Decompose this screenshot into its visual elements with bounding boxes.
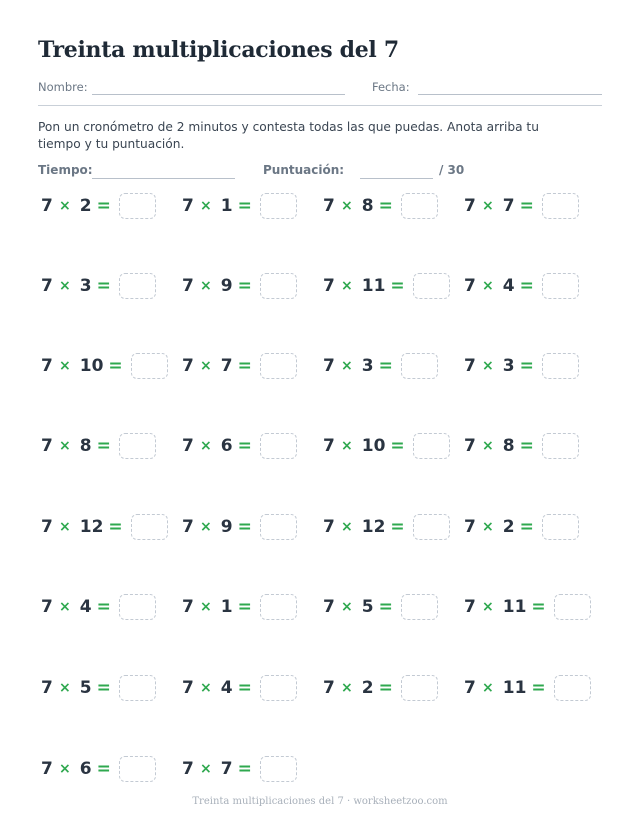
multiplier: 5	[79, 678, 92, 698]
equals-sign: =	[519, 356, 534, 376]
multiplier: 6	[220, 436, 233, 456]
problem-item	[41, 675, 156, 701]
equals-sign: =	[108, 517, 123, 537]
multiplier: 9	[220, 517, 233, 537]
equals-sign: =	[531, 597, 546, 617]
problem-item	[323, 594, 438, 620]
answer-box[interactable]	[554, 675, 591, 701]
equals-sign: =	[237, 196, 252, 216]
multiplicand: 7	[323, 597, 335, 617]
multiplicand: 7	[464, 517, 476, 537]
answer-box[interactable]	[119, 433, 156, 459]
multiplier: 3	[502, 356, 515, 376]
multiplier: 10	[79, 356, 104, 376]
equals-sign: =	[237, 517, 252, 537]
equals-sign: =	[237, 678, 252, 698]
equals-sign: =	[390, 436, 405, 456]
multiplicand: 7	[41, 196, 53, 216]
multiplier: 3	[361, 356, 374, 376]
multiplier: 3	[79, 276, 92, 296]
answer-box[interactable]	[119, 675, 156, 701]
times-sign: ×	[482, 438, 494, 454]
multiplier: 6	[79, 759, 92, 779]
answer-box[interactable]	[260, 193, 297, 219]
multiplier: 9	[220, 276, 233, 296]
multiplicand: 7	[41, 678, 53, 698]
answer-box[interactable]	[119, 193, 156, 219]
equals-sign: =	[96, 678, 111, 698]
multiplicand: 7	[182, 276, 194, 296]
answer-box[interactable]	[413, 514, 450, 540]
answer-box[interactable]	[413, 273, 450, 299]
answer-box[interactable]	[131, 353, 168, 379]
times-sign: ×	[482, 358, 494, 374]
equals-sign: =	[237, 276, 252, 296]
equals-sign: =	[390, 517, 405, 537]
multiplier: 4	[79, 597, 92, 617]
date-label: Fecha:	[372, 80, 410, 94]
times-sign: ×	[341, 438, 353, 454]
multiplier: 11	[361, 276, 386, 296]
answer-box[interactable]	[119, 594, 156, 620]
times-sign: ×	[59, 438, 71, 454]
answer-box[interactable]	[542, 433, 579, 459]
times-sign: ×	[59, 599, 71, 615]
problem-item	[41, 433, 156, 459]
answer-box[interactable]	[542, 193, 579, 219]
problem-item	[182, 675, 297, 701]
problem-item	[41, 193, 156, 219]
multiplicand: 7	[41, 597, 53, 617]
multiplier: 12	[361, 517, 386, 537]
multiplier: 11	[502, 597, 527, 617]
answer-box[interactable]	[542, 514, 579, 540]
times-sign: ×	[200, 358, 212, 374]
multiplier: 1	[220, 196, 233, 216]
equals-sign: =	[237, 597, 252, 617]
equals-sign: =	[390, 276, 405, 296]
times-sign: ×	[59, 358, 71, 374]
equals-sign: =	[378, 356, 393, 376]
equals-sign: =	[378, 597, 393, 617]
problem-item	[464, 193, 579, 219]
problem-item	[323, 675, 438, 701]
times-sign: ×	[341, 198, 353, 214]
equals-sign: =	[519, 196, 534, 216]
multiplicand: 7	[182, 597, 194, 617]
multiplicand: 7	[323, 517, 335, 537]
name-label: Nombre:	[38, 80, 88, 94]
multiplier: 11	[502, 678, 527, 698]
multiplicand: 7	[323, 356, 335, 376]
multiplicand: 7	[323, 678, 335, 698]
problem-item	[41, 273, 156, 299]
multiplicand: 7	[323, 436, 335, 456]
worksheet-title: Treinta multiplicaciones del 7	[38, 37, 399, 63]
multiplicand: 7	[41, 517, 53, 537]
answer-box[interactable]	[260, 756, 297, 782]
answer-box[interactable]	[413, 433, 450, 459]
equals-sign: =	[96, 759, 111, 779]
problem-item	[182, 353, 297, 379]
multiplier: 2	[361, 678, 374, 698]
multiplier: 7	[502, 196, 515, 216]
equals-sign: =	[531, 678, 546, 698]
equals-sign: =	[237, 759, 252, 779]
problem-item	[182, 193, 297, 219]
times-sign: ×	[59, 519, 71, 535]
problem-item	[41, 514, 168, 540]
answer-box[interactable]	[542, 353, 579, 379]
points-label: Puntuación:	[263, 163, 345, 177]
multiplier: 8	[361, 196, 374, 216]
problem-item	[323, 353, 438, 379]
answer-box[interactable]	[554, 594, 591, 620]
answer-box[interactable]	[260, 675, 297, 701]
multiplicand: 7	[182, 759, 194, 779]
equals-sign: =	[378, 678, 393, 698]
problem-item	[323, 273, 450, 299]
times-sign: ×	[482, 599, 494, 615]
multiplier: 10	[361, 436, 386, 456]
multiplicand: 7	[464, 356, 476, 376]
problem-item	[182, 514, 297, 540]
multiplicand: 7	[182, 356, 194, 376]
multiplicand: 7	[182, 517, 194, 537]
times-sign: ×	[59, 761, 71, 777]
equals-sign: =	[96, 276, 111, 296]
answer-box[interactable]	[401, 675, 438, 701]
problem-item	[464, 353, 579, 379]
times-sign: ×	[341, 278, 353, 294]
problem-item	[41, 353, 168, 379]
times-sign: ×	[482, 519, 494, 535]
problem-item	[41, 756, 156, 782]
multiplier: 2	[502, 517, 515, 537]
multiplicand: 7	[182, 678, 194, 698]
times-sign: ×	[482, 198, 494, 214]
multiplicand: 7	[41, 276, 53, 296]
answer-box[interactable]	[119, 756, 156, 782]
multiplicand: 7	[323, 276, 335, 296]
score-total: / 30	[439, 163, 465, 177]
problem-item	[464, 675, 591, 701]
answer-box[interactable]	[401, 353, 438, 379]
equals-sign: =	[237, 356, 252, 376]
times-sign: ×	[482, 680, 494, 696]
times-sign: ×	[200, 680, 212, 696]
equals-sign: =	[96, 597, 111, 617]
multiplier: 8	[502, 436, 515, 456]
times-sign: ×	[341, 680, 353, 696]
times-sign: ×	[59, 680, 71, 696]
multiplicand: 7	[41, 759, 53, 779]
multiplier: 7	[220, 759, 233, 779]
multiplicand: 7	[464, 276, 476, 296]
answer-box[interactable]	[542, 273, 579, 299]
answer-box[interactable]	[260, 594, 297, 620]
times-sign: ×	[200, 438, 212, 454]
equals-sign: =	[519, 517, 534, 537]
equals-sign: =	[237, 436, 252, 456]
multiplier: 8	[79, 436, 92, 456]
equals-sign: =	[96, 436, 111, 456]
problem-item	[464, 273, 579, 299]
answer-box[interactable]	[401, 594, 438, 620]
times-sign: ×	[341, 599, 353, 615]
answer-box[interactable]	[260, 433, 297, 459]
multiplicand: 7	[182, 436, 194, 456]
problem-item	[182, 273, 297, 299]
equals-sign: =	[378, 196, 393, 216]
times-sign: ×	[200, 599, 212, 615]
time-label: Tiempo:	[38, 163, 93, 177]
multiplier: 12	[79, 517, 104, 537]
multiplier: 4	[220, 678, 233, 698]
problem-item	[41, 594, 156, 620]
equals-sign: =	[96, 196, 111, 216]
footer-text: Treinta multiplicaciones del 7 · worksheetzoo.com	[192, 796, 448, 807]
times-sign: ×	[59, 278, 71, 294]
answer-box[interactable]	[119, 273, 156, 299]
problem-item	[464, 594, 591, 620]
problem-item	[182, 433, 297, 459]
problem-item	[464, 433, 579, 459]
multiplicand: 7	[323, 196, 335, 216]
times-sign: ×	[482, 278, 494, 294]
multiplier: 5	[361, 597, 374, 617]
problem-item	[182, 594, 297, 620]
answer-box[interactable]	[260, 514, 297, 540]
multiplicand: 7	[182, 196, 194, 216]
problem-item	[464, 514, 579, 540]
equals-sign: =	[108, 356, 123, 376]
equals-sign: =	[519, 276, 534, 296]
times-sign: ×	[200, 519, 212, 535]
answer-box[interactable]	[260, 353, 297, 379]
multiplicand: 7	[464, 678, 476, 698]
times-sign: ×	[200, 761, 212, 777]
multiplicand: 7	[464, 436, 476, 456]
answer-box[interactable]	[260, 273, 297, 299]
multiplicand: 7	[41, 436, 53, 456]
multiplier: 1	[220, 597, 233, 617]
multiplier: 2	[79, 196, 92, 216]
times-sign: ×	[200, 278, 212, 294]
multiplier: 4	[502, 276, 515, 296]
answer-box[interactable]	[401, 193, 438, 219]
instructions-text: Pon un cronómetro de 2 minutos y contesta todas las que puedas. Anota arriba tu tiempo y tu puntuación.	[38, 120, 539, 151]
times-sign: ×	[200, 198, 212, 214]
times-sign: ×	[59, 198, 71, 214]
equals-sign: =	[519, 436, 534, 456]
times-sign: ×	[341, 358, 353, 374]
multiplicand: 7	[41, 356, 53, 376]
multiplier: 7	[220, 356, 233, 376]
times-sign: ×	[341, 519, 353, 535]
multiplicand: 7	[464, 196, 476, 216]
answer-box[interactable]	[131, 514, 168, 540]
problem-item	[182, 756, 297, 782]
problem-item	[323, 193, 438, 219]
multiplicand: 7	[464, 597, 476, 617]
problem-item	[323, 433, 450, 459]
problem-item	[323, 514, 450, 540]
